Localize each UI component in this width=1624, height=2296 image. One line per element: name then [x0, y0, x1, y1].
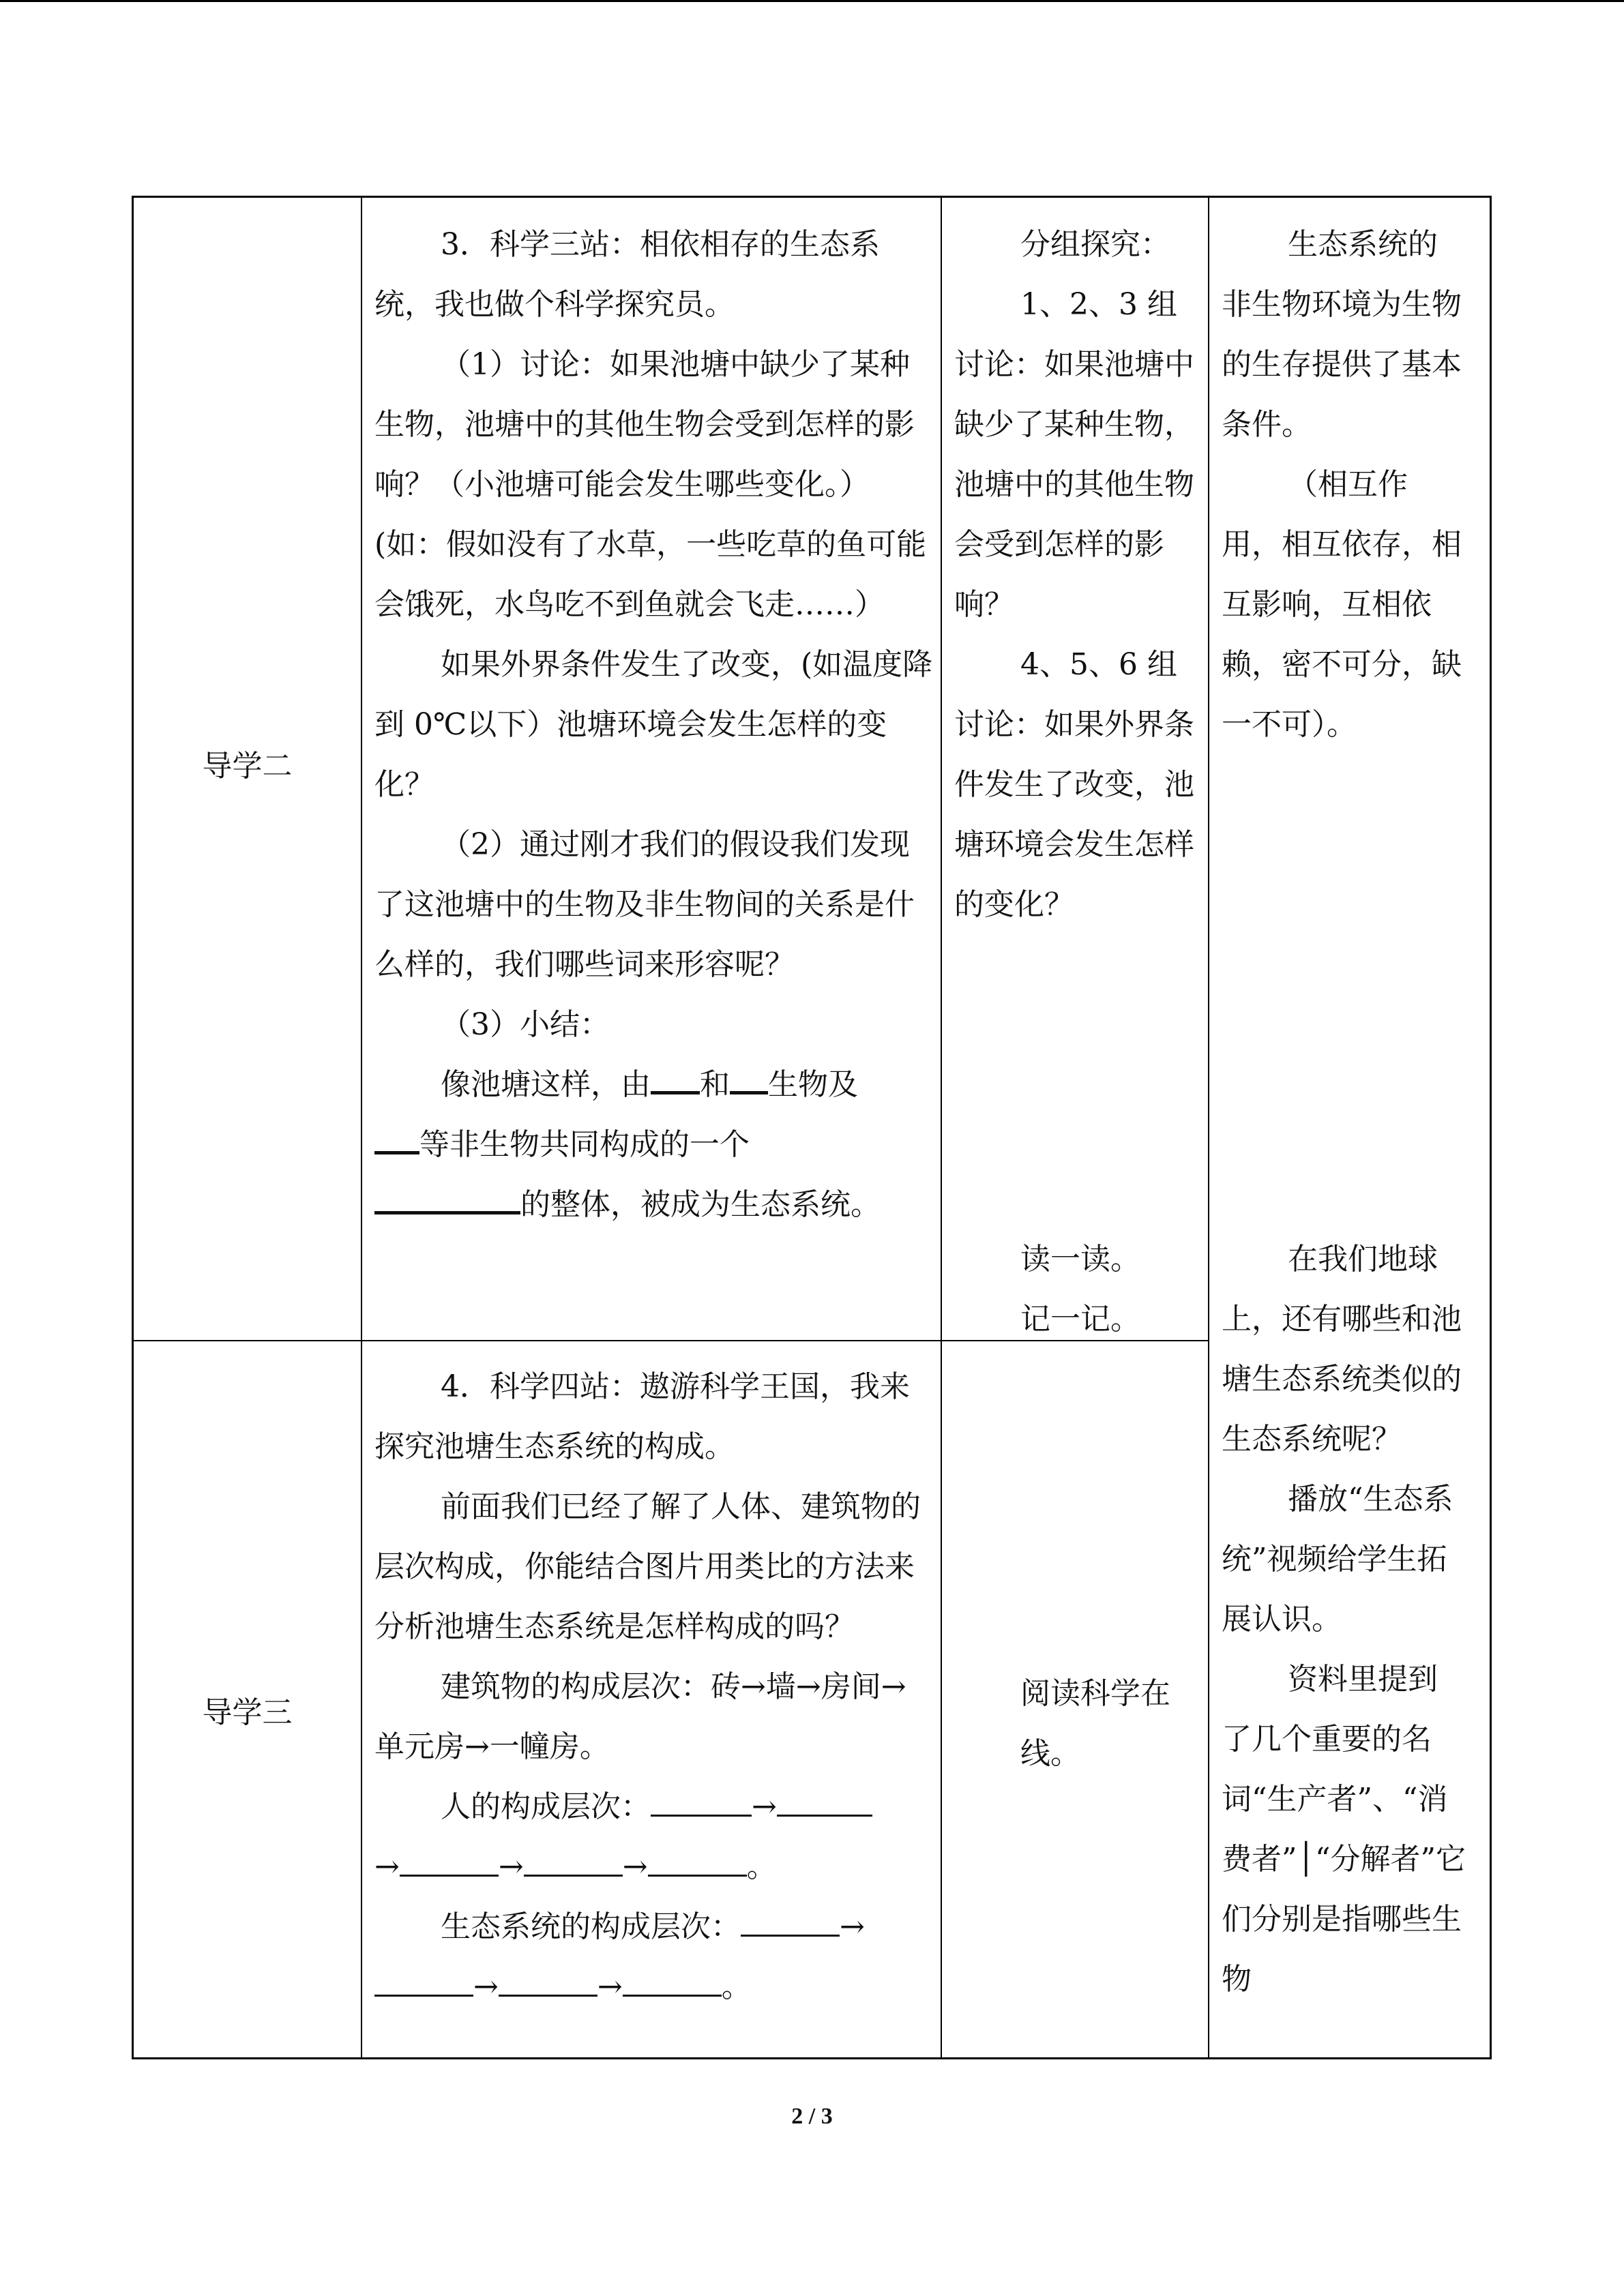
blank-field[interactable] — [777, 1785, 872, 1817]
ecosystem-levels-line-1: 生态系统的构成层次： → — [374, 1897, 934, 1957]
blank-field[interactable] — [374, 1121, 419, 1154]
blank-field[interactable] — [730, 1061, 768, 1094]
analogy-paragraph: 前面我们已经了解了人体、建筑物的层次构成，你能结合图片用类比的方法来分析池塘生态系统是怎样构成的吗？ — [374, 1489, 921, 1644]
ecosystem-levels-line-2: → → 。 — [374, 1957, 934, 2017]
blank-field[interactable] — [623, 1965, 722, 1997]
note-play-video: 播放“生态系统”视频给学生拓展认识。 — [1222, 1482, 1453, 1637]
human-levels-line-2: → → → 。 — [374, 1837, 934, 1897]
column-divider — [941, 198, 942, 2057]
section-label-daoxue-2: 导学二 — [202, 749, 293, 784]
blank-field[interactable] — [499, 1965, 597, 1997]
blank-field[interactable] — [374, 1181, 520, 1214]
note-key-terms: 资料里提到了几个重要的名词“生产者”、“消费者”│“分解者”它们分别是指哪些生物 — [1222, 1662, 1466, 1997]
section-3-activity — [954, 1664, 1200, 1784]
lesson-table — [132, 196, 1492, 2059]
building-levels: 建筑物的构成层次：砖→墙→房间→单元房→一幢房。 — [374, 1669, 906, 1764]
section-2-activity — [954, 215, 1200, 935]
temperature-paragraph: 如果外界条件发生了改变，(如温度降到 0℃以下）池塘环境会发生怎样的变化？ — [374, 647, 933, 802]
blank-field[interactable] — [648, 1845, 747, 1877]
blank-field[interactable] — [651, 1061, 700, 1094]
blank-field[interactable] — [374, 1965, 473, 1997]
section-label-daoxue-3: 导学三 — [202, 1695, 293, 1730]
discussion-paragraph: （1）讨论：如果池塘中缺少了某种生物，池塘中的其他生物会受到怎样的影响？（小池塘可能会发生哪些变化。）(如：假如没有了水草，一些吃草的鱼可能会饿死，水鸟吃不到鱼就会飞走……） — [374, 347, 927, 622]
note-relationship-words: （相互作用，相互依存，相互影响，互相依赖，密不可分，缺一不可）。 — [1222, 467, 1462, 742]
group-inquiry-label: 分组探究： — [1020, 227, 1170, 262]
note-nonliving-environment: 生态系统的非生物环境为生物的生存提供了基本条件。 — [1222, 227, 1462, 442]
section-3-content — [374, 1357, 934, 2017]
summary-fill-in-cont: 等非生物共同构成的一个 — [374, 1115, 934, 1175]
column-divider — [1208, 198, 1209, 2057]
summary-heading: （3）小结： — [441, 1007, 610, 1042]
step-4-intro: 4．科学四站：遨游科学王国，我来探究池塘生态系统的构成。 — [374, 1369, 910, 1464]
note-other-ecosystems: 在我们地球上，还有哪些和池塘生态系统类似的生态系统呢？ — [1222, 1242, 1462, 1457]
summary-fill-in-end: 的整体，被成为生态系统。 — [374, 1175, 934, 1235]
group-4-6-task: 4、5、6 组讨论：如果外界条件发生了改变，池塘环境会发生怎样的变化？ — [954, 647, 1194, 922]
section-3-notes — [1222, 1229, 1467, 2010]
relationship-paragraph: （2）通过刚才我们的假设我们发现了这池塘中的生物及非生物间的关系是什么样的，我们哪些词来形容呢？ — [374, 827, 915, 982]
page-top-border — [0, 0, 1624, 2]
group-1-3-task: 1、2、3 组讨论：如果池塘中缺少了某种生物，池塘中的其他生物会受到怎样的影响？ — [954, 287, 1194, 622]
read-label: 读一读。 — [1020, 1242, 1140, 1277]
blank-field[interactable] — [651, 1785, 752, 1817]
column-divider — [361, 198, 362, 2057]
section-2-notes — [1222, 215, 1467, 755]
blank-field[interactable] — [741, 1905, 840, 1937]
blank-field[interactable] — [400, 1845, 499, 1877]
read-science-online: 阅读科学在线。 — [1020, 1676, 1170, 1771]
summary-fill-in: 像池塘这样，由 和 生物及 — [374, 1055, 934, 1115]
memorize-label: 记一记。 — [1020, 1302, 1140, 1337]
human-levels-line-1: 人的构成层次： → — [374, 1777, 934, 1837]
section-2-activity-bottom — [954, 1229, 1200, 1350]
section-2-content — [374, 215, 934, 1235]
step-3-intro: 3．科学三站：相依相存的生态系统，我也做个科学探究员。 — [374, 227, 880, 322]
blank-field[interactable] — [524, 1845, 623, 1877]
page-number: 2 / 3 — [791, 2104, 833, 2129]
